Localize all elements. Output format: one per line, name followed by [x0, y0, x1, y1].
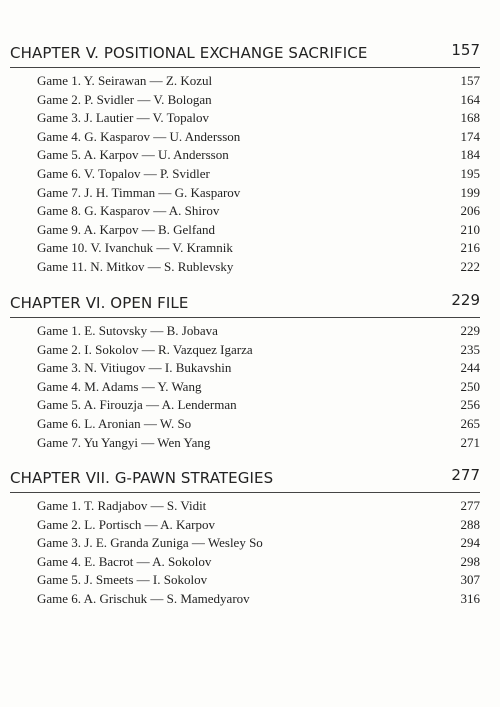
game-entry: [0, 379, 500, 398]
game-page-number: 277: [460, 498, 480, 513]
game-entry: [0, 498, 500, 517]
game-entry: [0, 240, 500, 259]
game-title: Game 2. L. Portisch — A. Karpov: [37, 516, 216, 532]
game-page-number: 250: [460, 378, 480, 394]
chapter-page-number: 277: [451, 466, 480, 484]
game-title: Game 4. E. Bacrot — A. Sokolov: [37, 553, 212, 569]
game-title: Game 2. I. Sokolov — R. Vazquez Igarza: [37, 341, 253, 357]
game-page-number: 174: [460, 128, 480, 144]
game-page-number: 307: [460, 572, 480, 588]
chapter-title: CHAPTER VI. OPEN FILE: [10, 294, 189, 312]
game-title: Game 6. A. Grischuk — S. Mamedyarov: [37, 590, 250, 606]
chapter-divider: [10, 67, 480, 68]
chapter-divider: [10, 317, 480, 318]
chapter-title: CHAPTER VII. G-PAWN STRATEGIES: [10, 469, 274, 487]
chapter-heading: [0, 466, 500, 493]
game-page-number: 164: [460, 91, 480, 107]
game-title: Game 5. J. Smeets — I. Sokolov: [37, 572, 208, 588]
game-entry: [0, 166, 500, 185]
game-page-number: 157: [460, 73, 480, 88]
game-entry: [0, 259, 500, 278]
game-title: Game 1. Y. Seirawan — Z. Kozul: [37, 73, 213, 88]
game-title: Game 3. J. Lautier — V. Topalov: [37, 110, 210, 126]
game-entry: [0, 110, 500, 129]
game-title: Game 3. J. E. Granda Zuniga — Wesley So: [37, 535, 263, 551]
game-list: [0, 498, 500, 610]
game-title: Game 7. J. H. Timman — G. Kasparov: [37, 184, 241, 200]
chapter-heading: [0, 41, 500, 68]
game-title: Game 3. N. Vitiugov — I. Bukavshin: [37, 360, 232, 376]
game-entry: [0, 323, 500, 342]
game-page-number: 265: [460, 415, 480, 431]
game-title: Game 1. E. Sutovsky — B. Jobava: [37, 323, 218, 338]
chapter-section: [0, 466, 500, 606]
game-title: Game 1. T. Radjabov — S. Vidit: [37, 498, 207, 513]
game-entry: [0, 360, 500, 379]
chapter-heading: [0, 291, 500, 318]
game-page-number: 222: [460, 258, 480, 274]
game-page-number: 294: [460, 535, 480, 551]
game-title: Game 5. A. Karpov — U. Andersson: [37, 147, 229, 163]
game-title: Game 7. Yu Yangyi — Wen Yang: [37, 434, 211, 450]
game-list: [0, 323, 500, 453]
game-title: Game 4. M. Adams — Y. Wang: [37, 378, 202, 394]
game-title: Game 6. V. Topalov — P. Svidler: [37, 165, 210, 181]
game-title: Game 9. A. Karpov — B. Gelfand: [37, 221, 215, 237]
game-page-number: 206: [460, 203, 480, 219]
game-entry: [0, 73, 500, 92]
chapter-section: [0, 41, 500, 274]
game-entry: [0, 591, 500, 610]
game-title: Game 6. L. Aronian — W. So: [37, 415, 192, 431]
game-entry: [0, 129, 500, 148]
chapter-page-number: 229: [451, 291, 480, 309]
game-title: Game 10. V. Ivanchuk — V. Kramnik: [37, 240, 233, 256]
game-entry: [0, 416, 500, 435]
game-title: Game 8. G. Kasparov — A. Shirov: [37, 203, 220, 219]
game-entry: [0, 535, 500, 554]
game-page-number: 184: [460, 147, 480, 163]
game-page-number: 199: [460, 184, 480, 200]
game-entry: [0, 185, 500, 204]
game-entry: [0, 342, 500, 361]
game-page-number: 229: [460, 323, 480, 338]
game-page-number: 195: [460, 165, 480, 181]
game-page-number: 235: [460, 341, 480, 357]
chapter-title: CHAPTER V. POSITIONAL EXCHANGE SACRIFICE: [10, 44, 368, 62]
game-entry: [0, 572, 500, 591]
game-entry: [0, 397, 500, 416]
game-page-number: 168: [460, 110, 480, 126]
chapter-page-number: 157: [451, 41, 480, 59]
chapter-section: [0, 291, 500, 450]
game-title: Game 2. P. Svidler — V. Bologan: [37, 91, 212, 107]
game-entry: [0, 554, 500, 573]
game-entry: [0, 435, 500, 454]
game-entry: [0, 92, 500, 111]
game-title: Game 4. G. Kasparov — U. Andersson: [37, 128, 241, 144]
game-title: Game 11. N. Mitkov — S. Rublevsky: [37, 258, 234, 274]
game-list: [0, 73, 500, 278]
chapter-divider: [10, 492, 480, 493]
game-entry: [0, 517, 500, 536]
game-page-number: 210: [460, 221, 480, 237]
game-title: Game 5. A. Firouzja — A. Lenderman: [37, 397, 237, 413]
game-page-number: 288: [460, 516, 480, 532]
game-page-number: 244: [460, 360, 480, 376]
game-page-number: 256: [460, 397, 480, 413]
game-page-number: 216: [460, 240, 480, 256]
game-page-number: 271: [460, 434, 480, 450]
game-entry: [0, 222, 500, 241]
game-page-number: 298: [460, 553, 480, 569]
game-page-number: 316: [460, 590, 480, 606]
game-entry: [0, 203, 500, 222]
game-entry: [0, 147, 500, 166]
